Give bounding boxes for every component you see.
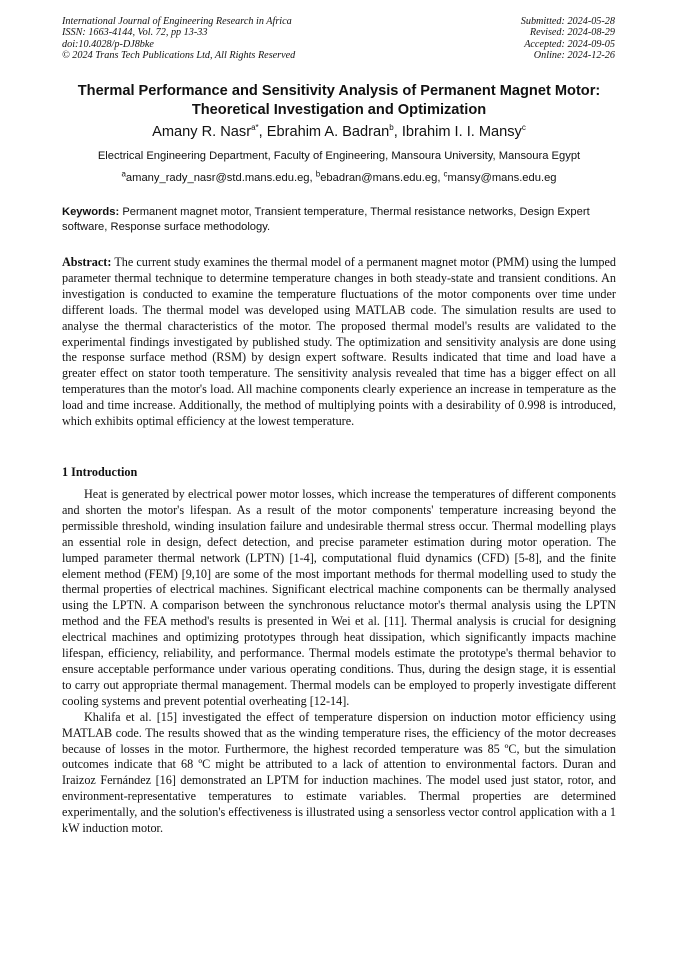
email-list: $^a$amany_rady_nasr@std.mans.edu.eg, $^b$ebadran@mans.edu.eg, $^c$mansy@mans.edu.eg bbox=[121, 169, 557, 184]
paragraph: Heat is generated by electrical power motor losses, which increase the temperatures of different components and shorten the motor's lifespan. As a result of the motor components' temperature increasing beyond the permissible threshold, winding insulation failure and undesirable thermal stress occur. Thermal modelling plays an essential role in design, defect detection, and precise parameter estimation during motor operation. The lumped parameter thermal network (LPTN) [1-4], computational fluid dynamics (CFD) [5-8], and the finite element method (FEM) [9,10] are some of the most important methods for thermal modelling used to study the thermal properties of electrical machines. Significant electrical machine components can be thermally analysed using the LPTN. A comparison between the synchronous reluctance motor's thermal analysis using the LPTN method and the FEA method's results is presented in Wei et al. [11]. Thermal analysis is crucial for designing electrical machines and optimizing prototypes through heat dissipation, which significantly impacts machine lifespan, efficiency, reliability, and performance. Thermal models estimate the prototype's thermal behavior to ensure acceptable performance under various operating conditions. Thus, during the design stage, it is essential to carry out appropriate thermal management. Thermal models can be employed to properly investigate different cooling systems and prevent potential overheating [12-14]. bbox=[62, 487, 616, 708]
keywords bbox=[62, 205, 616, 235]
author-list: Amany R. Nasr$^{a*}$, Ebrahim A. Badran$^b$, Ibrahim I. I. Mansy$^c$ bbox=[152, 123, 526, 140]
paragraph: Khalifa et al. [15] investigated the effect of temperature dispersion on induction motor efficiency using MATLAB code. The results showed that as the winding temperature rises, the efficiency of the motor decreases because of losses in the motor. Furthermore, the highest recorded temperature was 85 ºC, but the simulation outcomes indicate that 68 ºC might be attributed to a lack of attention to environmental factors. Duran and Iraizoz Fernández [16] demonstrated an LPTM for induction machines. The model used just stator, rotor, and environment-representative temperatures to estimate variables. Thermal properties are determined experimentally, and the solution's effectiveness is illustrated using a sensorless vector control application with a 1 kW induction motor. bbox=[62, 709, 616, 836]
journal-doi: doi:10.4028/p-DJ8bke bbox=[62, 38, 154, 50]
author-name: Ebrahim A. Badran bbox=[266, 124, 390, 140]
introduction-body bbox=[62, 487, 616, 837]
author-affiliation-marker: c bbox=[521, 123, 526, 133]
author-affiliation-marker: a* bbox=[251, 123, 259, 133]
keywords-label: Keywords: bbox=[62, 206, 120, 218]
abstract bbox=[62, 255, 616, 430]
journal-name: International Journal of Engineering Research in Africa bbox=[62, 16, 292, 27]
submission-dates bbox=[521, 16, 615, 62]
copyright-notice: © 2024 Trans Tech Publications Ltd, All Rights Reserved bbox=[62, 50, 296, 62]
accepted-date: Accepted: 2024-09-05 bbox=[524, 38, 615, 50]
abstract-text: The current study examines the thermal model of a permanent magnet motor (PMM) using the lumped parameter thermal technique to determine temperature changes in both steady-state and transient conditions. An investigation is conducted to examine the temperature fluctuations of the motor components over time under different loads. The thermal model was developed using MATLAB code. The simulation results are used to analyse the thermal characteristics of the motor. The proposed thermal model's results are validated to the experimental findings investigated by published study. The optimization and sensitivity analysis are done using the response surface method (RSM) by design expert software. Results indicated that time and load have a greater effect on stator tooth temperature. The sensitivity analysis revealed that time has a bigger effect on all temperatures than the motor's load. All machine components clearly experience an increase in temperature as the load and time increase. Additionally, the method of multiplying points with a desirability of 0.998 is introduced, which exhibits optimal efficiency at the lowest temperature. bbox=[62, 255, 617, 429]
author-name: Amany R. Nasr bbox=[152, 124, 252, 140]
author-email: ebadran@mans.edu.eg bbox=[320, 172, 438, 184]
paper-title: Thermal Performance and Sensitivity Analysis of Permanent Magnet Motor: Theoretical Investigation and Optimization bbox=[77, 83, 601, 118]
revised-date: Revised: 2024-08-29 bbox=[529, 27, 615, 39]
journal-issn: ISSN: 1663-4144, Vol. 72, pp 13-33 bbox=[62, 27, 208, 39]
author-email: mansy@mans.edu.eg bbox=[447, 172, 557, 184]
email-marker: b bbox=[315, 169, 321, 179]
email-marker: c bbox=[443, 169, 448, 179]
journal-info bbox=[62, 16, 295, 62]
keywords-text: Permanent magnet motor, Transient temperature, Thermal resistance networks, Design Expert software, Response surface methodology. bbox=[62, 206, 590, 234]
author-affiliation-marker: b bbox=[389, 123, 394, 133]
abstract-label: Abstract: bbox=[62, 255, 112, 269]
author-email: amany_rady_nasr@std.mans.edu.eg bbox=[125, 172, 310, 184]
author-name: Ibrahim I. I. Mansy bbox=[401, 124, 522, 140]
section-heading: 1 Introduction bbox=[62, 465, 138, 479]
affiliation: Electrical Engineering Department, Faculty of Engineering, Mansoura University, Mansoura Egypt bbox=[97, 150, 581, 162]
online-date: Online: 2024-12-26 bbox=[533, 50, 615, 62]
email-marker: a bbox=[121, 169, 126, 179]
submitted-date: Submitted: 2024-05-28 bbox=[520, 16, 615, 27]
